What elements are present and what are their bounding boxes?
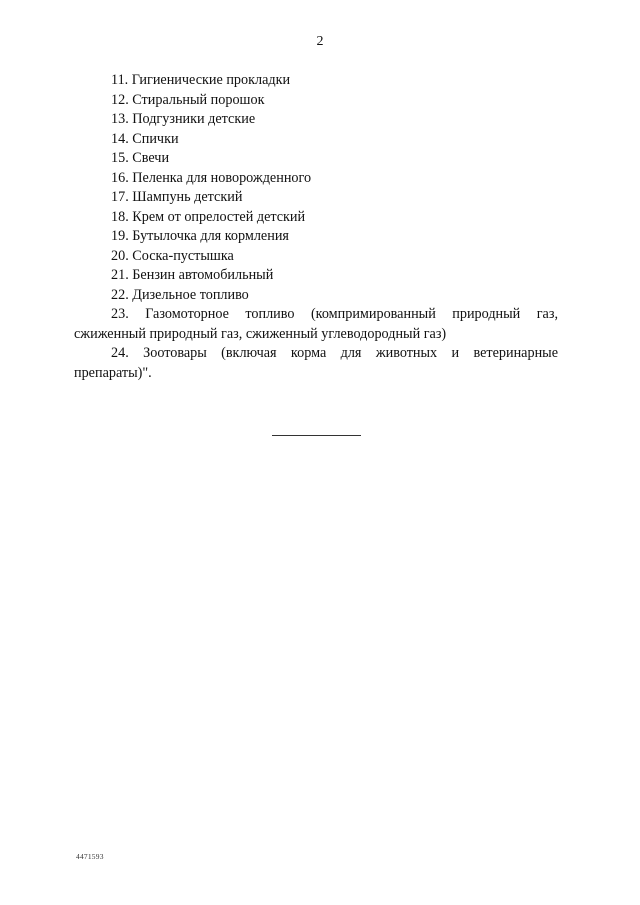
list-item: 15. Свечи xyxy=(111,150,170,166)
list-item: 24. Зоотовары (включая корма для животных и ветеринарные препараты)". xyxy=(74,345,558,381)
list-item: 17. Шампунь детский xyxy=(111,189,243,205)
list-item: 19. Бутылочка для кормления xyxy=(111,228,289,244)
list-item: 23. Газомоторное топливо (компримированный природный газ, сжиженный природный газ, сжиженный углеводородный газ) xyxy=(74,306,558,342)
list-item: 18. Крем от опрелостей детский xyxy=(111,208,306,225)
list-item: 11. Гигиенические прокладки xyxy=(111,72,291,88)
list-item: 22. Дизельное топливо xyxy=(111,286,249,303)
list-item: 14. Спички xyxy=(111,130,179,147)
list-item: 16. Пеленка для новорожденного xyxy=(111,169,312,186)
list-item: 21. Бензин автомобильный xyxy=(111,267,274,283)
page-number: 2 xyxy=(316,34,324,49)
end-divider xyxy=(272,435,361,436)
list-item: 13. Подгузники детские xyxy=(111,111,256,127)
list-item: 20. Соска-пустышка xyxy=(111,247,234,264)
list-item: 12. Стиральный порошок xyxy=(111,91,265,108)
goods-list xyxy=(74,71,558,383)
document-code: 4471593 xyxy=(76,852,104,861)
